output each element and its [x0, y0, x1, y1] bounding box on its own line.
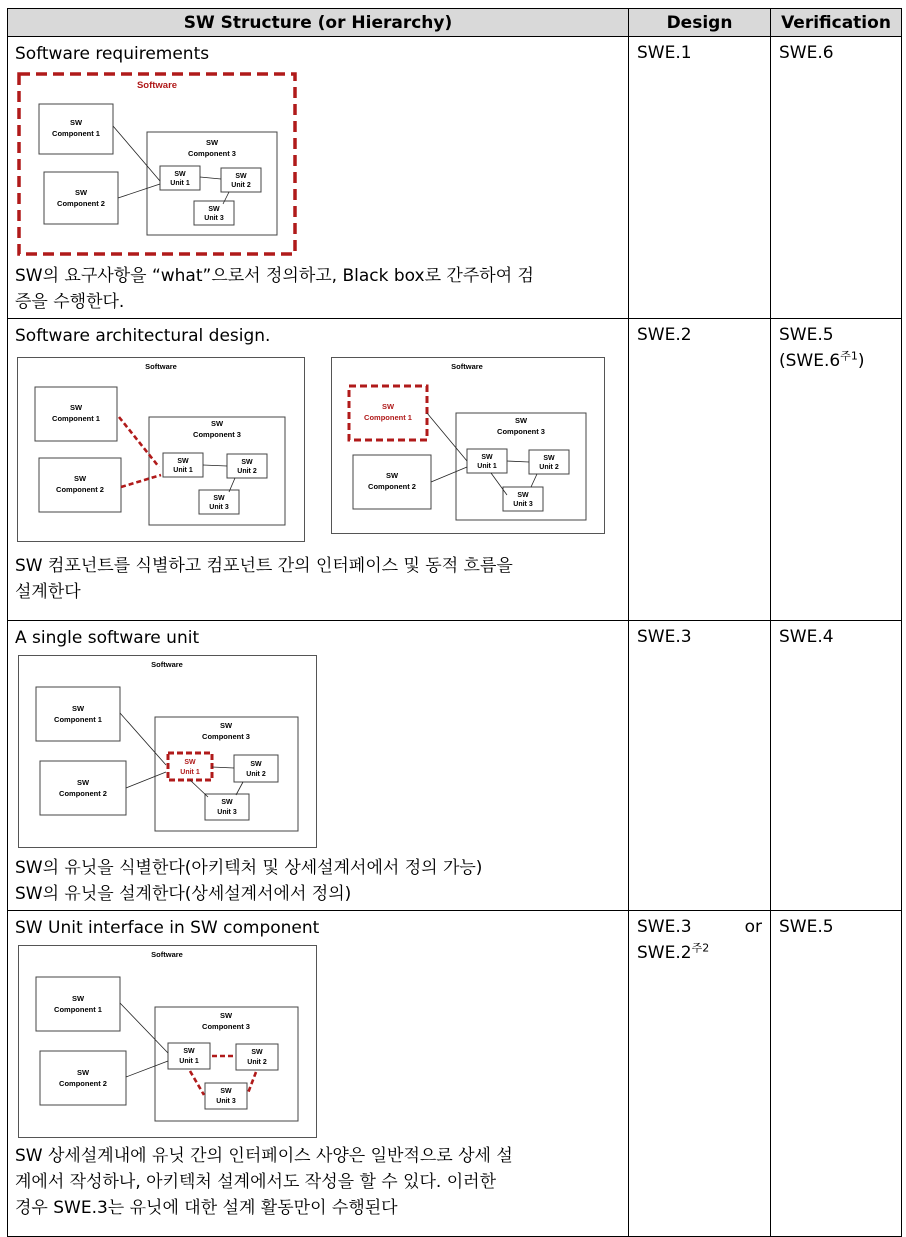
svg-text:SW: SW	[208, 206, 220, 213]
component-1-box	[36, 977, 120, 1031]
component-1-box	[35, 387, 117, 441]
svg-text:SW: SW	[219, 1011, 233, 1020]
header-design: Design	[629, 9, 771, 37]
svg-text:Unit 3: Unit 3	[216, 1098, 236, 1105]
svg-text:SW: SW	[213, 495, 225, 502]
software-requirements-diagram	[17, 71, 307, 261]
verification-cell	[771, 319, 902, 621]
component-1-box	[36, 687, 120, 741]
svg-text:Component 2: Component 2	[368, 482, 416, 491]
verification-code: SWE.5	[779, 917, 834, 937]
architecture-interfaces-diagram	[17, 357, 305, 543]
svg-text:Component 1: Component 1	[52, 414, 100, 423]
verification-cell	[771, 911, 902, 1237]
or-label: or	[744, 917, 762, 937]
svg-text:SW: SW	[76, 778, 90, 787]
design-cell	[629, 621, 771, 911]
table-row	[8, 319, 902, 621]
design-code: SWE.2	[637, 325, 692, 345]
svg-text:SW: SW	[221, 799, 233, 806]
component-2-box	[353, 455, 431, 509]
component-2-box	[40, 761, 126, 815]
svg-text:Software: Software	[145, 362, 177, 371]
svg-text:Unit 1: Unit 1	[179, 1058, 199, 1065]
svg-text:SW: SW	[251, 1049, 263, 1056]
unit-1-box	[467, 449, 507, 473]
design-code: SWE.3	[637, 627, 692, 647]
design-cell	[629, 37, 771, 319]
svg-text:Component 2: Component 2	[59, 1079, 107, 1088]
unit-1-box	[160, 166, 200, 190]
table-row	[8, 621, 902, 911]
row-title: SW Unit interface in SW component	[15, 918, 320, 938]
component-2-box	[39, 458, 121, 512]
svg-text:Component 3: Component 3	[188, 149, 236, 158]
svg-text:SW: SW	[210, 419, 224, 428]
svg-text:SW: SW	[219, 721, 233, 730]
unit-3-box	[199, 490, 239, 514]
component-1-box-highlighted	[349, 386, 427, 440]
header-structure: SW Structure (or Hierarchy)	[8, 9, 629, 37]
sw-hierarchy-table	[7, 8, 902, 1237]
row-title: A single software unit	[15, 628, 200, 648]
row-title: Software requirements	[15, 44, 210, 64]
svg-text:Unit 1: Unit 1	[170, 180, 190, 187]
verification-note: $(SWE.6^{주1})$	[779, 349, 865, 371]
svg-text:SW: SW	[184, 759, 196, 766]
svg-text:Unit 3: Unit 3	[204, 215, 224, 222]
svg-text:Component 1: Component 1	[54, 715, 102, 724]
svg-text:SW: SW	[385, 471, 399, 480]
unit-1-box	[168, 1043, 210, 1069]
row-description: SW 컴포넌트를 식별하고 컴포넌트 간의 인터페이스 및 동적 흐름을 설계한다	[15, 556, 513, 602]
svg-text:Component 2: Component 2	[56, 485, 104, 494]
software-unit-diagram	[18, 655, 318, 849]
unit-2-box	[227, 454, 267, 478]
unit-2-box	[529, 450, 569, 474]
architecture-component-diagram	[331, 357, 605, 535]
svg-text:Unit 2: Unit 2	[237, 468, 257, 475]
unit-3-box	[194, 201, 234, 225]
row-description: SW 상세설계내에 유닛 간의 인터페이스 사양은 일반적으로 상세 설 계에서 작성하나, 아키텍처 설계에서도 작성을 할 수 있다. 이러한 경우 SWE.3는 유닛에 대한 설계 활동만이 수행된다	[15, 1146, 513, 1218]
svg-text:Component 3: Component 3	[497, 427, 545, 436]
verification-code: SWE.5 $(SWE.6^{주1})$	[771, 319, 901, 377]
row-description: SW의 유닛을 식별한다(아키텍처 및 상세설계서에서 정의 가능) SW의 유닛을 설계한다(상세설계서에서 정의)	[15, 858, 483, 904]
unit-interface-diagram	[18, 945, 318, 1139]
svg-text:SW: SW	[205, 138, 219, 147]
svg-text:Component 1: Component 1	[54, 1005, 102, 1014]
table-row	[8, 37, 902, 319]
structure-cell	[8, 911, 629, 1237]
row-description: SW의 요구사항을 “what”으로서 정의하고, Black box로 간주하여 검 증을 수행한다.	[15, 266, 534, 312]
svg-text:Unit 1: Unit 1	[173, 467, 193, 474]
table-row	[8, 911, 902, 1237]
unit-1-box-highlighted	[168, 753, 212, 780]
header-verification: Verification	[771, 9, 902, 37]
structure-cell	[8, 319, 629, 621]
component-2-box	[40, 1051, 126, 1105]
design-cell	[629, 319, 771, 621]
svg-text:SW: SW	[74, 188, 88, 197]
svg-text:Software: Software	[151, 660, 183, 669]
svg-text:Component 3: Component 3	[202, 1022, 250, 1031]
verification-cell	[771, 37, 902, 319]
svg-text:SW: SW	[241, 459, 253, 466]
footnote-marker: 주1	[840, 349, 858, 363]
structure-cell	[8, 621, 629, 911]
verification-cell	[771, 621, 902, 911]
unit-2-box	[236, 1044, 278, 1070]
svg-text:Unit 3: Unit 3	[217, 809, 237, 816]
design-code: SWE.1	[637, 43, 692, 63]
svg-text:Software: Software	[451, 362, 483, 371]
svg-text:SW: SW	[73, 474, 87, 483]
footnote-marker: 주2	[691, 941, 710, 955]
svg-text:SW: SW	[517, 492, 529, 499]
design-code: SWE.3 or $SWE.2^{주2}$	[629, 911, 770, 969]
svg-text:SW: SW	[71, 994, 85, 1003]
svg-text:SW: SW	[220, 1088, 232, 1095]
svg-text:SW: SW	[69, 118, 83, 127]
svg-text:SW: SW	[481, 454, 493, 461]
svg-text:SW: SW	[69, 403, 83, 412]
verification-code: SWE.4	[779, 627, 834, 647]
svg-text:SW: SW	[177, 458, 189, 465]
component-1-box	[39, 104, 113, 154]
unit-2-box	[234, 755, 278, 782]
svg-text:SW: SW	[183, 1048, 195, 1055]
svg-text:SW: SW	[543, 455, 555, 462]
unit-3-box	[205, 794, 249, 820]
svg-text:SW: SW	[174, 171, 186, 178]
svg-text:Component 3: Component 3	[193, 430, 241, 439]
software-label: Software	[136, 80, 178, 91]
svg-text:Unit 3: Unit 3	[513, 501, 533, 508]
unit-3-box	[503, 487, 543, 511]
svg-text:SW: SW	[514, 416, 528, 425]
verification-code: SWE.6	[779, 43, 834, 63]
svg-text:Unit 3: Unit 3	[209, 504, 229, 511]
unit-1-box	[163, 453, 203, 477]
svg-text:SW: SW	[250, 761, 262, 768]
svg-text:Unit 2: Unit 2	[247, 1059, 267, 1066]
svg-text:SW: SW	[235, 173, 247, 180]
svg-text:Unit 1: Unit 1	[477, 463, 497, 470]
unit-3-box	[205, 1083, 247, 1109]
svg-text:SW: SW	[381, 402, 395, 411]
header-row	[8, 9, 902, 37]
svg-text:Component 2: Component 2	[57, 199, 105, 208]
svg-text:Unit 2: Unit 2	[246, 771, 266, 778]
component-2-box	[44, 172, 118, 224]
svg-text:Unit 2: Unit 2	[539, 464, 559, 471]
svg-text:Component 1: Component 1	[52, 129, 100, 138]
svg-text:Component 3: Component 3	[202, 732, 250, 741]
svg-text:SW: SW	[76, 1068, 90, 1077]
svg-text:Unit 2: Unit 2	[231, 182, 251, 189]
svg-text:Component 2: Component 2	[59, 789, 107, 798]
svg-text:Unit 1: Unit 1	[180, 769, 200, 776]
row-title: Software architectural design.	[15, 326, 271, 346]
svg-text:Component 1: Component 1	[364, 413, 412, 422]
svg-text:SW: SW	[71, 704, 85, 713]
structure-cell	[8, 37, 629, 319]
svg-text:Software: Software	[151, 950, 183, 959]
unit-2-box	[221, 168, 261, 192]
design-cell	[629, 911, 771, 1237]
